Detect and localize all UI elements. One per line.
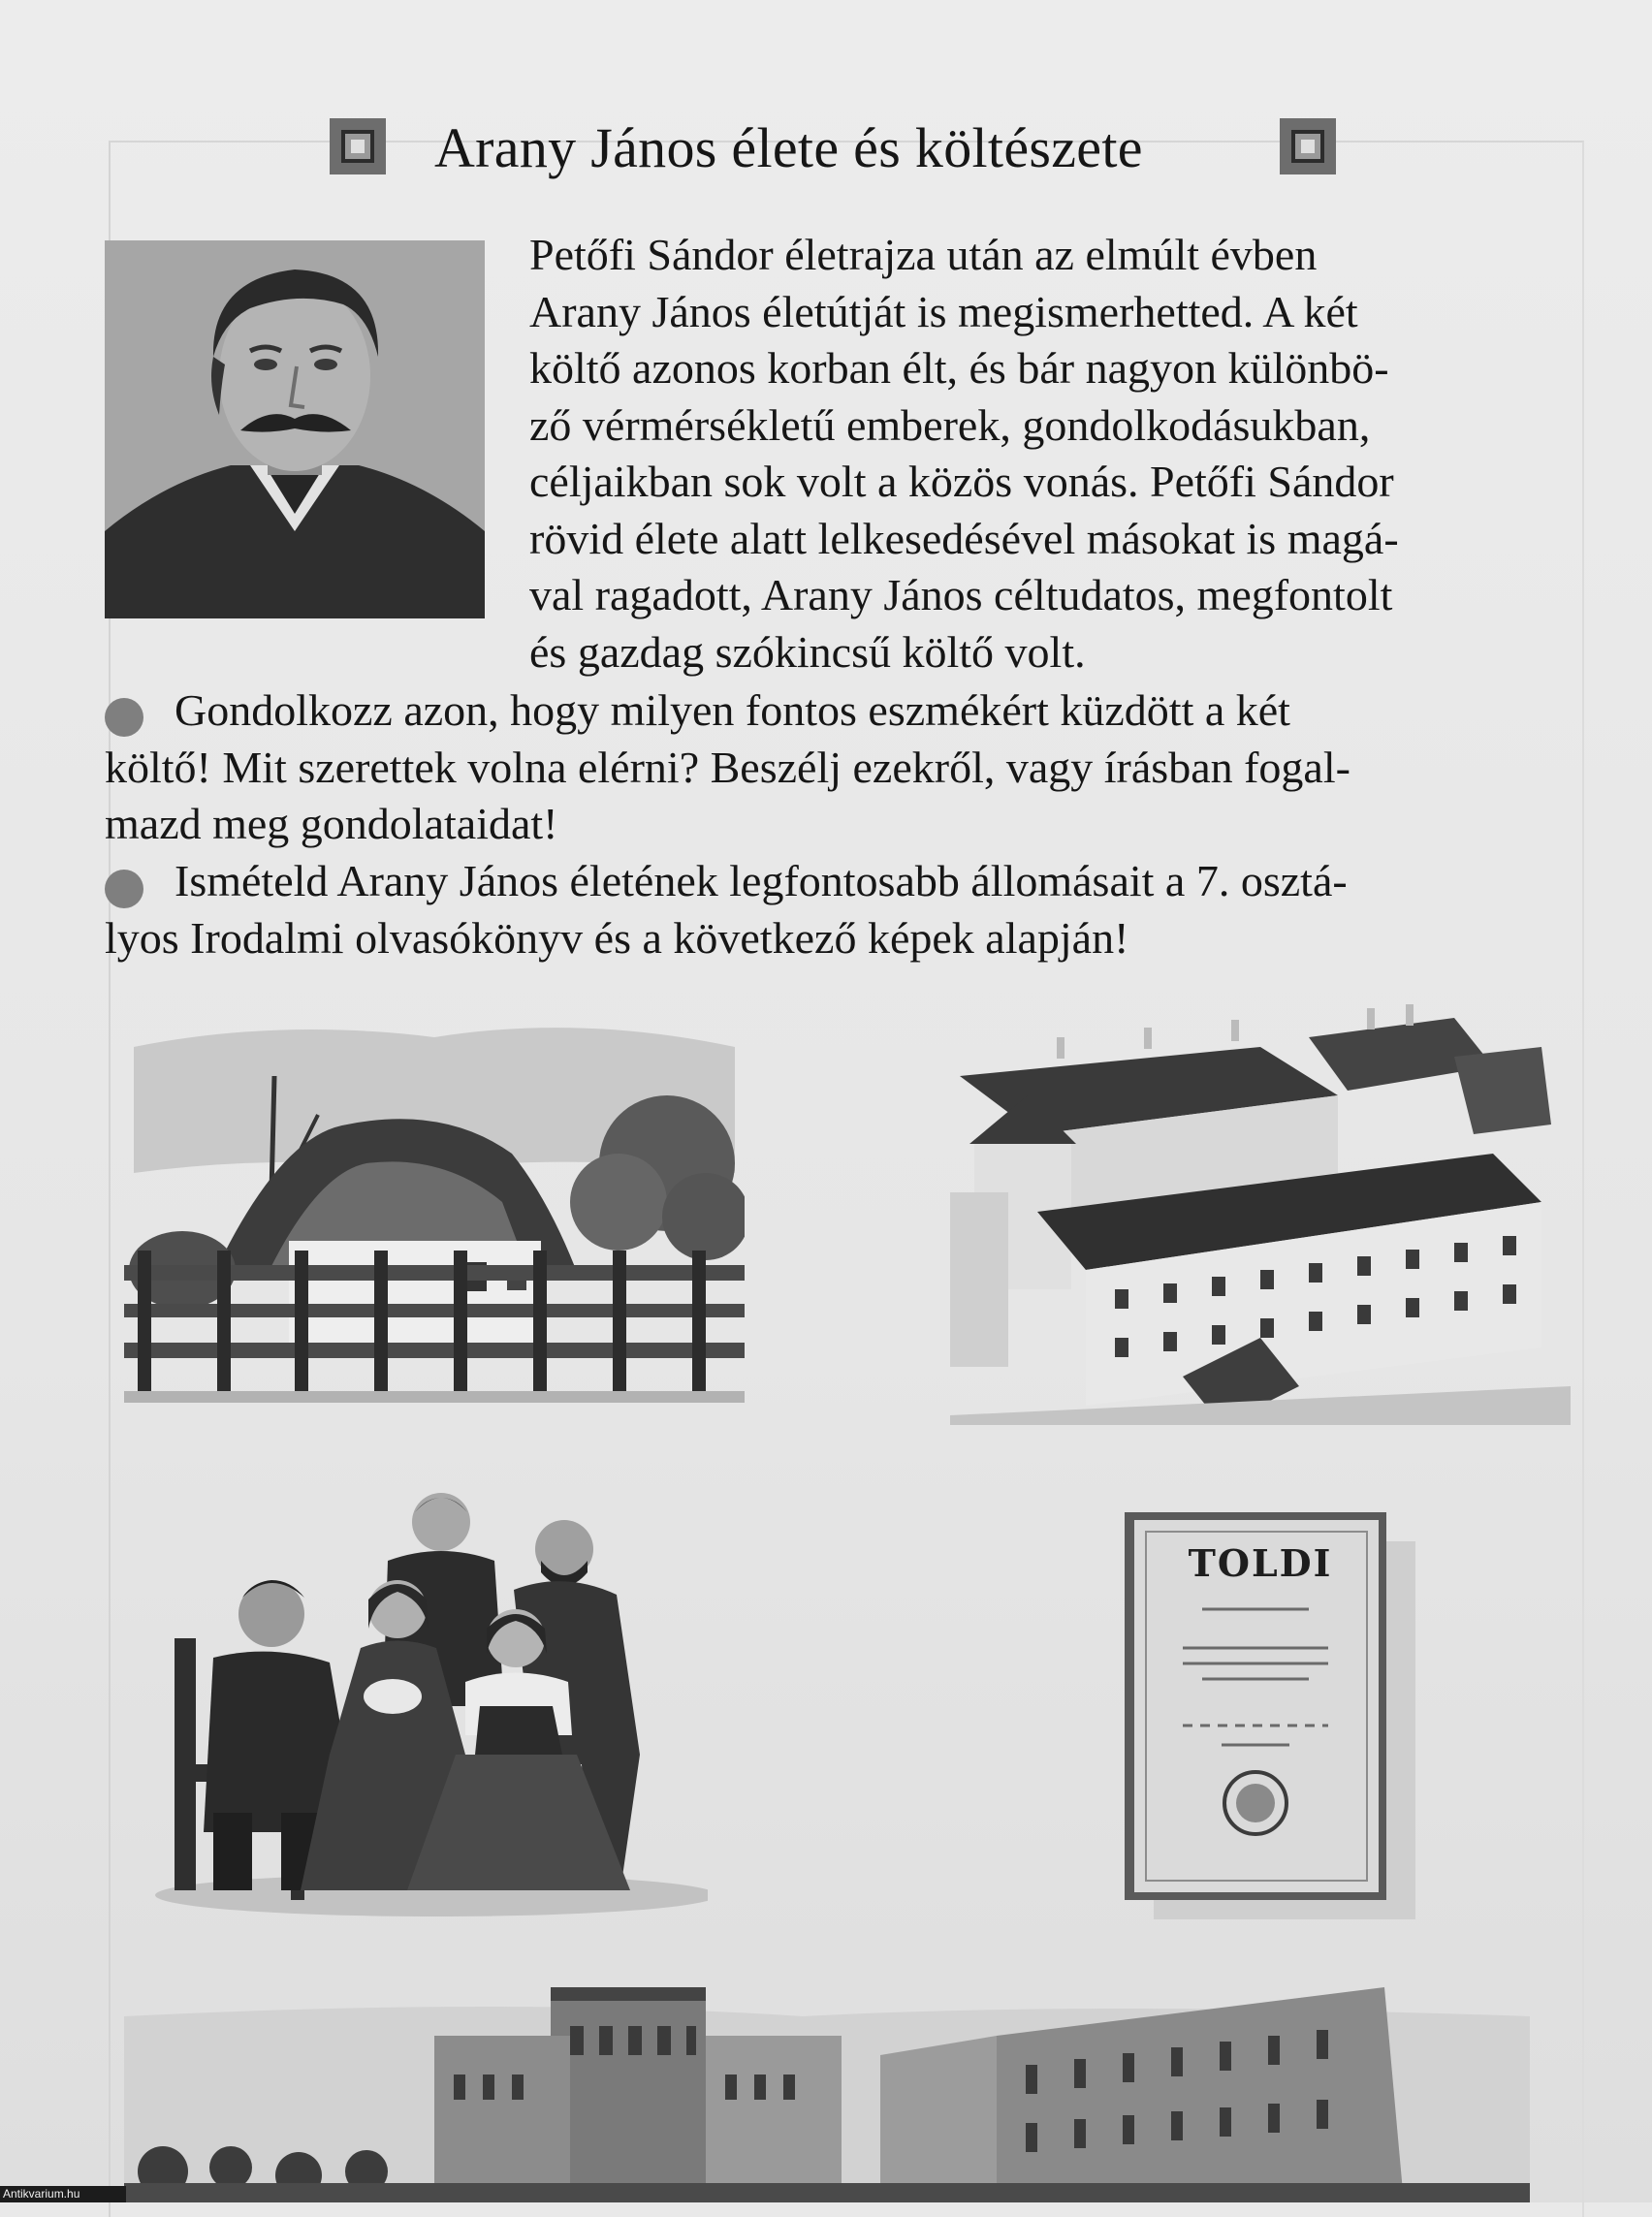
task-line: lyos Irodalmi olvasókönyv és a következő képek alapján!: [105, 912, 1129, 963]
title-row: [0, 114, 1652, 192]
task-paragraph-2: [105, 853, 1571, 966]
intro-line: ző vérmérsékletű emberek, gondolkodásukban,: [529, 399, 1371, 450]
intro-line: rövid élete alatt lelkesedésével másokat is magá-: [529, 513, 1399, 563]
square-ornament-icon: [1280, 118, 1336, 174]
intro-paragraph: [529, 227, 1569, 681]
task-line: költő! Mit szerettek volna elérni? Beszélj ezekről, vagy írásban fogal-: [105, 742, 1350, 792]
task-line: Gondolkozz azon, hogy milyen fontos eszmékért küzdött a két: [175, 685, 1290, 735]
watermark: Antikvarium.hu: [0, 2186, 126, 2202]
village-house-illustration: [124, 1008, 745, 1415]
task-line: mazd meg gondolataidat!: [105, 799, 558, 848]
toldi-book-illustration: [1125, 1512, 1415, 1919]
intro-line: céljaikban sok volt a közös vonás. Petőfi Sándor: [529, 457, 1394, 506]
intro-line: költő azonos korban élt, és bár nagyon különbö-: [529, 343, 1389, 393]
page-title: Arany János élete és költészete: [434, 116, 1143, 179]
toldi-cover-title: TOLDI: [1188, 1541, 1333, 1585]
intro-line: és gazdag szókincsű költő volt.: [529, 626, 1086, 677]
task-line: Ismételd Arany János életének legfontosabb állomásait a 7. osztá-: [175, 856, 1348, 905]
square-ornament-icon: [330, 118, 386, 174]
task-paragraph-1: [105, 682, 1571, 853]
academy-panorama-illustration: [124, 1978, 1530, 2202]
family-group-illustration: [145, 1444, 708, 1919]
portrait-image: [105, 240, 485, 618]
intro-line: Petőfi Sándor életrajza után az elmúlt évben: [529, 230, 1318, 279]
college-building-illustration: [950, 998, 1571, 1425]
intro-line: Arany János életútját is megismerhetted. A két: [529, 286, 1358, 336]
intro-line: val ragadott, Arany János céltudatos, megfontolt: [529, 570, 1393, 619]
